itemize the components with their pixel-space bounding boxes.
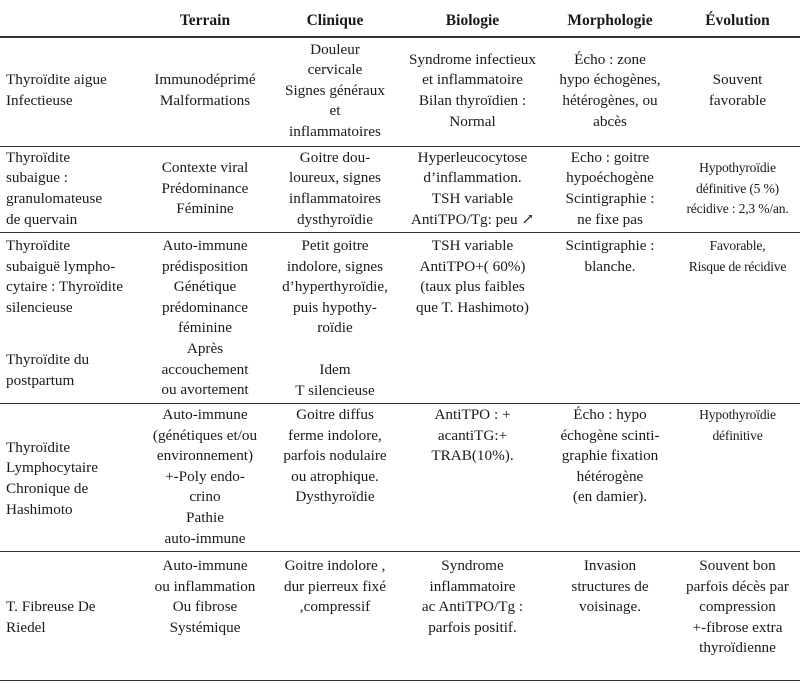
header-terrain: Terrain [179, 11, 231, 29]
row-1-biologie: Syndrome infectieux et inflammatoire Bilan thyroïdien : Normal [409, 50, 536, 130]
table-divider [0, 232, 800, 233]
row-3-evolution: Favorable, Risque de récidive [688, 238, 787, 274]
row-3-condition: Thyroïdite subaiguë lympho- cytaire : Thyroïdite silencieuse [6, 237, 123, 316]
row-1-terrain: Immunodéprimé Malformations [154, 71, 256, 109]
row-1-evolution: Souvent favorable [708, 71, 767, 109]
row-5-biologie: Syndrome inflammatoire ac AntiTPO/Tg : parfois positif. [421, 557, 524, 636]
row-4-condition: Thyroïdite Lymphocytaire Chronique de Hashimoto [6, 438, 98, 518]
row-2-morphologie: Echo : goitre hypoéchogène Scintigraphie : ne fixe pas [565, 148, 655, 228]
row-5-clinique: Goitre indolore , dur pierreux fixé ,compressif [283, 557, 387, 616]
row-4-clinique: Goitre diffus ferme indolore, parfois nodulaire ou atrophique. Dysthyroïdie [283, 406, 387, 506]
header-morphologie: Morphologie [567, 11, 653, 29]
row-1-clinique: Douleur cervicale Signes généraux et inflammatoires [285, 40, 385, 140]
row-5-terrain: Auto-immune ou inflammation Ou fibrose Systémique [154, 557, 256, 636]
row-2-clinique: Goitre dou- loureux, signes inflammatoires dysthyroïdie [289, 148, 381, 228]
row-3-clinique: Petit goitre indolore, signes d’hyperthyroïdie, puis hypothy- roïdie [282, 237, 388, 337]
row-4-morphologie: Écho : hypo échogène scinti- graphie fixation hétérogène (en damier). [560, 406, 660, 506]
row-5-evolution: Souvent bon parfois décès par compression +-fibrose extra thyroïdienne [686, 557, 789, 657]
row-1-condition: Thyroïdite aigue Infectieuse [6, 71, 107, 109]
row-3-terrain: Auto-immune prédisposition Génétique prédominance féminine Après accouchement ou avortement [161, 237, 249, 399]
table-divider [0, 403, 800, 404]
row-4-terrain: Auto-immune (génétiques et/ou environnement) +-Poly endo- crino Pathie auto-immune [152, 406, 258, 547]
row-4-evolution: Hypothyroïdie définitive [699, 407, 776, 443]
row-4-biologie: AntiTPO : + acantiTG:+ TRAB(10%). [431, 406, 514, 465]
row-1-morphologie: Écho : zone hypo échogènes, hétérogènes, ou abcès [559, 50, 661, 130]
table-bottom-border [0, 680, 800, 681]
header-biologie: Biologie [445, 11, 500, 29]
header-condition [0, 6, 140, 36]
row-2-condition: Thyroïdite subaigue : granulomateuse de quervain [6, 148, 103, 228]
row-5-morphologie: Invasion structures de voisinage. [571, 557, 649, 616]
row-3-biologie: TSH variable AntiTPO+( 60%) (taux plus faibles que T. Hashimoto) [416, 237, 529, 316]
row-5-condition: T. Fibreuse De Riedel [6, 598, 96, 636]
row-3-morphologie: Scintigraphie : blanche. [565, 237, 655, 275]
row-3-clinique-postpartum: Idem T silencieuse [295, 361, 375, 399]
row-2-terrain: Contexte viral Prédominance Féminine [161, 159, 249, 218]
table-divider [0, 551, 800, 552]
row-2-evolution: Hypothyroïdie définitive (5 %) récidive : 2,3 %/an. [686, 160, 789, 217]
row-3-condition-postpartum: Thyroïdite du postpartum [6, 351, 90, 389]
row-2-biologie: Hyperleucocytose d’inflammation. TSH variable AntiTPO/Tg: peu ↗ [410, 148, 535, 228]
header-clinique: Clinique [306, 11, 364, 29]
header-evolution: Évolution [705, 11, 770, 29]
